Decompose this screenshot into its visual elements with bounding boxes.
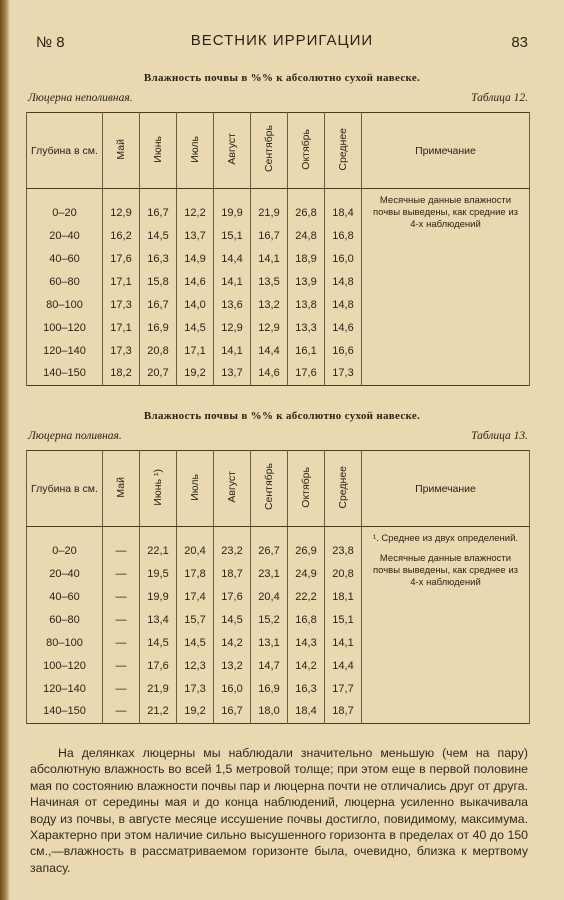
value-cell: 13,1 bbox=[251, 631, 288, 654]
depth-cell: 40–60 bbox=[27, 585, 103, 608]
value-cell: 12,9 bbox=[214, 316, 251, 339]
value-cell: 16,8 bbox=[325, 224, 362, 247]
value-cell: 13,2 bbox=[251, 293, 288, 316]
value-cell: 17,7 bbox=[325, 677, 362, 700]
value-cell: 14,5 bbox=[214, 608, 251, 631]
spacer-cell bbox=[177, 527, 214, 540]
value-cell: 13,6 bbox=[214, 293, 251, 316]
header-month bbox=[288, 451, 325, 527]
spacer-cell bbox=[288, 189, 325, 202]
depth-cell: 140–150 bbox=[27, 362, 103, 385]
header-month-label: Октябрь bbox=[300, 466, 312, 508]
value-cell: 12,3 bbox=[177, 654, 214, 677]
depth-cell: 20–40 bbox=[27, 224, 103, 247]
value-cell: 14,5 bbox=[140, 631, 177, 654]
value-cell: 15,8 bbox=[140, 270, 177, 293]
value-cell: 15,2 bbox=[251, 608, 288, 631]
spacer-row bbox=[27, 527, 530, 540]
header-month bbox=[325, 113, 362, 189]
header-month-label: Сентябрь bbox=[263, 125, 275, 173]
spacer-cell bbox=[251, 527, 288, 540]
value-cell: 14,8 bbox=[325, 293, 362, 316]
note-text: Месячные данные влажности почвы выведены, как среднее из 4-х наблюдений bbox=[373, 553, 518, 588]
depth-cell: 0–20 bbox=[27, 539, 103, 562]
value-cell: 14,1 bbox=[214, 339, 251, 362]
value-cell: 14,1 bbox=[325, 631, 362, 654]
value-cell: 15,1 bbox=[214, 224, 251, 247]
value-cell: 12,9 bbox=[251, 316, 288, 339]
value-cell: — bbox=[103, 562, 140, 585]
value-cell: 18,7 bbox=[214, 562, 251, 585]
page-header bbox=[36, 32, 528, 56]
value-cell: 16,8 bbox=[288, 608, 325, 631]
value-cell: 19,9 bbox=[214, 201, 251, 224]
spacer-cell bbox=[325, 189, 362, 202]
header-month-label: Август bbox=[226, 133, 238, 165]
value-cell: 21,2 bbox=[140, 700, 177, 723]
value-cell: 22,1 bbox=[140, 539, 177, 562]
header-month-label: Июль bbox=[189, 473, 201, 501]
spacer-cell bbox=[27, 189, 103, 202]
note-cell bbox=[362, 527, 530, 724]
value-cell: 18,1 bbox=[325, 585, 362, 608]
book-spine bbox=[0, 0, 10, 900]
value-cell: 16,0 bbox=[214, 677, 251, 700]
spacer-cell bbox=[103, 189, 140, 202]
depth-cell: 60–80 bbox=[27, 608, 103, 631]
value-cell: 26,9 bbox=[288, 539, 325, 562]
note-text: Месячные данные влажности почвы выведены, как средние из 4-х наблюдений bbox=[373, 195, 518, 230]
header-month bbox=[251, 113, 288, 189]
value-cell: — bbox=[103, 585, 140, 608]
spacer-cell bbox=[27, 527, 103, 540]
header-month-label: Июль bbox=[189, 135, 201, 163]
header-month bbox=[140, 113, 177, 189]
value-cell: 21,9 bbox=[251, 201, 288, 224]
value-cell: 16,7 bbox=[140, 293, 177, 316]
header-depth-label: Глубина в см. bbox=[31, 144, 98, 157]
header-note-label: Примечание bbox=[415, 482, 476, 495]
spacer-cell bbox=[103, 527, 140, 540]
spacer-row bbox=[27, 189, 530, 202]
issue-number: № 8 bbox=[36, 34, 65, 51]
value-cell: 16,2 bbox=[103, 224, 140, 247]
value-cell: 14,6 bbox=[251, 362, 288, 385]
body-paragraph bbox=[30, 745, 528, 876]
value-cell: 18,4 bbox=[288, 700, 325, 723]
value-cell: 20,8 bbox=[325, 562, 362, 585]
value-cell: — bbox=[103, 539, 140, 562]
value-cell: 20,7 bbox=[140, 362, 177, 385]
page-number: 83 bbox=[511, 34, 528, 51]
value-cell: 14,5 bbox=[177, 631, 214, 654]
value-cell: 18,9 bbox=[288, 247, 325, 270]
value-cell: — bbox=[103, 631, 140, 654]
value-cell: 14,6 bbox=[177, 270, 214, 293]
value-cell: 14,4 bbox=[214, 247, 251, 270]
depth-cell: 60–80 bbox=[27, 270, 103, 293]
value-cell: 16,6 bbox=[325, 339, 362, 362]
value-cell: 14,4 bbox=[251, 339, 288, 362]
depth-cell: 140–150 bbox=[27, 700, 103, 723]
value-cell: 13,7 bbox=[214, 362, 251, 385]
value-cell: 17,1 bbox=[177, 339, 214, 362]
value-cell: 17,1 bbox=[103, 270, 140, 293]
depth-cell: 20–40 bbox=[27, 562, 103, 585]
value-cell: 15,7 bbox=[177, 608, 214, 631]
header-note bbox=[362, 451, 530, 527]
value-cell: 12,9 bbox=[103, 201, 140, 224]
header-month-label: Сентябрь bbox=[263, 463, 275, 511]
table13 bbox=[26, 450, 530, 724]
value-cell: 16,9 bbox=[140, 316, 177, 339]
header-note-label: Примечание bbox=[415, 144, 476, 157]
value-cell: 19,2 bbox=[177, 700, 214, 723]
value-cell: 19,2 bbox=[177, 362, 214, 385]
header-month bbox=[288, 113, 325, 189]
header-month-label: Июнь bbox=[152, 135, 164, 163]
value-cell: 22,2 bbox=[288, 585, 325, 608]
journal-title: ВЕСТНИК ИРРИГАЦИИ bbox=[190, 32, 374, 49]
value-cell: 17,6 bbox=[288, 362, 325, 385]
table13-number: Таблица 13. bbox=[471, 430, 528, 442]
header-depth bbox=[27, 113, 103, 189]
value-cell: 15,1 bbox=[325, 608, 362, 631]
note-cell bbox=[362, 189, 530, 386]
depth-cell: 40–60 bbox=[27, 247, 103, 270]
header-month-label: Среднее bbox=[337, 465, 349, 509]
table12-label: Люцерна неполивная. bbox=[28, 92, 133, 104]
value-cell: 14,1 bbox=[214, 270, 251, 293]
value-cell: 16,1 bbox=[288, 339, 325, 362]
spacer-cell bbox=[214, 189, 251, 202]
value-cell: 14,4 bbox=[325, 654, 362, 677]
value-cell: 19,9 bbox=[140, 585, 177, 608]
value-cell: 21,9 bbox=[140, 677, 177, 700]
value-cell: 13,9 bbox=[288, 270, 325, 293]
value-cell: 18,0 bbox=[251, 700, 288, 723]
depth-cell: 120–140 bbox=[27, 339, 103, 362]
value-cell: 12,2 bbox=[177, 201, 214, 224]
table13-caption: Влажность почвы в %% к абсолютно сухой навеске. bbox=[143, 410, 421, 422]
value-cell: 18,2 bbox=[103, 362, 140, 385]
value-cell: 14,7 bbox=[251, 654, 288, 677]
value-cell: — bbox=[103, 654, 140, 677]
header-month-label: Август bbox=[226, 471, 238, 503]
header-month bbox=[214, 113, 251, 189]
value-cell: — bbox=[103, 700, 140, 723]
value-cell: 16,3 bbox=[140, 247, 177, 270]
depth-cell: 100–120 bbox=[27, 316, 103, 339]
spacer-cell bbox=[140, 189, 177, 202]
value-cell: 13,3 bbox=[288, 316, 325, 339]
value-cell: 23,8 bbox=[325, 539, 362, 562]
depth-cell: 0–20 bbox=[27, 201, 103, 224]
value-cell: 13,4 bbox=[140, 608, 177, 631]
value-cell: 17,6 bbox=[140, 654, 177, 677]
value-cell: 16,7 bbox=[251, 224, 288, 247]
depth-cell: 80–100 bbox=[27, 631, 103, 654]
header-month bbox=[325, 451, 362, 527]
header-month bbox=[177, 451, 214, 527]
header-month bbox=[140, 451, 177, 527]
value-cell: 14,2 bbox=[288, 654, 325, 677]
table13-label: Люцерна поливная. bbox=[28, 430, 122, 442]
value-cell: 17,6 bbox=[103, 247, 140, 270]
value-cell: 14,3 bbox=[288, 631, 325, 654]
value-cell: 20,4 bbox=[177, 539, 214, 562]
value-cell: 24,8 bbox=[288, 224, 325, 247]
body-paragraph-text: На делянках люцерны мы наблюдали значительно меньшую (чем на пару) абсолютную влажность во всей 1,5 метровой толще; при этом еще в первой половине мая по состоянию влажности почвы пар и люцерна почти не отличались друг от друга. Начиная от середины мая и до конца наблюдений, люцерна усиленно выкачивала воду из почвы, в августе месяце иссушение почвы достигло, повидимому, максимума. Характерно при этом наличие сильно высушенного горизонта в пределах от 40 до 150 см.,—влажность в рассматриваемом горизонте была, очевидно, близка к мертвому запасу. bbox=[30, 746, 528, 875]
header-month-label: Среднее bbox=[337, 127, 349, 171]
depth-cell: 100–120 bbox=[27, 654, 103, 677]
value-cell: 18,4 bbox=[325, 201, 362, 224]
value-cell: 16,7 bbox=[214, 700, 251, 723]
header-month bbox=[103, 451, 140, 527]
value-cell: 24,9 bbox=[288, 562, 325, 585]
value-cell: 13,7 bbox=[177, 224, 214, 247]
note-text: ¹. Среднее из двух определений. bbox=[372, 533, 519, 544]
value-cell: 19,5 bbox=[140, 562, 177, 585]
value-cell: 16,9 bbox=[251, 677, 288, 700]
header-month bbox=[214, 451, 251, 527]
header-month-label: Май bbox=[115, 476, 127, 498]
value-cell: 16,0 bbox=[325, 247, 362, 270]
value-cell: 23,2 bbox=[214, 539, 251, 562]
value-cell: 20,4 bbox=[251, 585, 288, 608]
value-cell: 14,2 bbox=[214, 631, 251, 654]
value-cell: 14,6 bbox=[325, 316, 362, 339]
value-cell: 13,5 bbox=[251, 270, 288, 293]
value-cell: 17,3 bbox=[325, 362, 362, 385]
value-cell: 23,1 bbox=[251, 562, 288, 585]
value-cell: 17,3 bbox=[177, 677, 214, 700]
value-cell: 16,7 bbox=[140, 201, 177, 224]
value-cell: 26,7 bbox=[251, 539, 288, 562]
value-cell: 17,6 bbox=[214, 585, 251, 608]
value-cell: 14,8 bbox=[325, 270, 362, 293]
value-cell: 14,5 bbox=[140, 224, 177, 247]
spacer-cell bbox=[325, 527, 362, 540]
value-cell: 14,0 bbox=[177, 293, 214, 316]
value-cell: 13,8 bbox=[288, 293, 325, 316]
value-cell: 17,3 bbox=[103, 293, 140, 316]
spacer-cell bbox=[251, 189, 288, 202]
value-cell: 16,3 bbox=[288, 677, 325, 700]
header-month bbox=[251, 451, 288, 527]
header-month bbox=[177, 113, 214, 189]
value-cell: 13,2 bbox=[214, 654, 251, 677]
value-cell: 14,5 bbox=[177, 316, 214, 339]
header-note bbox=[362, 113, 530, 189]
depth-cell: 80–100 bbox=[27, 293, 103, 316]
value-cell: 18,7 bbox=[325, 700, 362, 723]
table12-number: Таблица 12. bbox=[471, 92, 528, 104]
spacer-cell bbox=[214, 527, 251, 540]
value-cell: 17,3 bbox=[103, 339, 140, 362]
value-cell: 20,8 bbox=[140, 339, 177, 362]
spacer-cell bbox=[288, 527, 325, 540]
table12-caption: Влажность почвы в %% к абсолютно сухой навеске. bbox=[143, 72, 421, 84]
value-cell: 14,1 bbox=[251, 247, 288, 270]
header-depth-label: Глубина в см. bbox=[31, 482, 98, 495]
header-month-label: Июнь ¹) bbox=[152, 468, 164, 506]
value-cell: — bbox=[103, 677, 140, 700]
header-month-label: Октябрь bbox=[300, 128, 312, 170]
value-cell: 17,1 bbox=[103, 316, 140, 339]
value-cell: — bbox=[103, 608, 140, 631]
table12 bbox=[26, 112, 530, 386]
value-cell: 14,9 bbox=[177, 247, 214, 270]
depth-cell: 120–140 bbox=[27, 677, 103, 700]
value-cell: 17,8 bbox=[177, 562, 214, 585]
spacer-cell bbox=[177, 189, 214, 202]
spacer-cell bbox=[140, 527, 177, 540]
header-depth bbox=[27, 451, 103, 527]
value-cell: 26,8 bbox=[288, 201, 325, 224]
header-month bbox=[103, 113, 140, 189]
header-month-label: Май bbox=[115, 138, 127, 160]
value-cell: 17,4 bbox=[177, 585, 214, 608]
